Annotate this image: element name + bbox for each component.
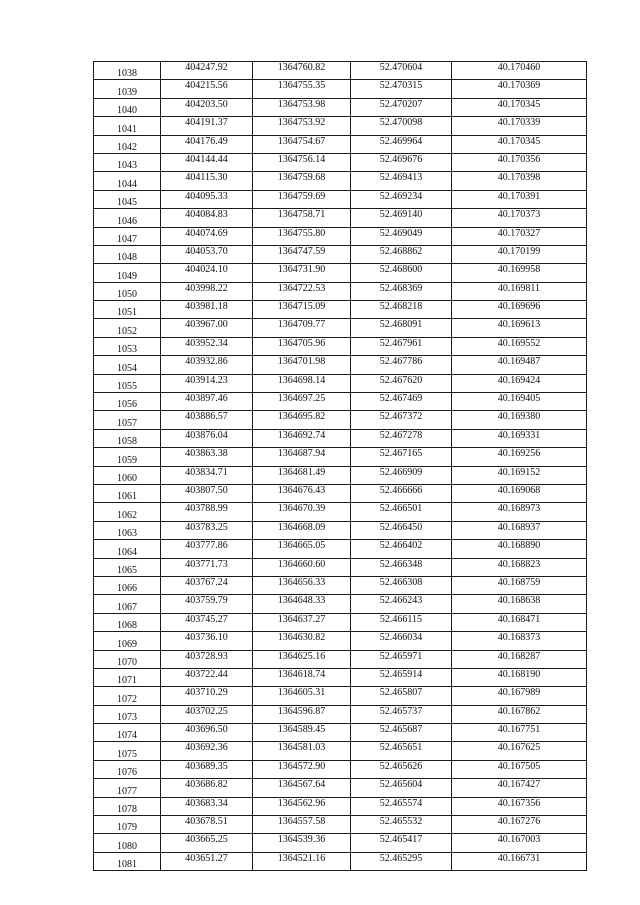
- longitude-cell: 40.168471: [452, 613, 587, 631]
- point-number-cell: 1078: [94, 797, 161, 815]
- latitude-cell: 52.466308: [351, 576, 452, 594]
- latitude-cell: 52.466501: [351, 503, 452, 521]
- x-coordinate-cell: 403777.86: [161, 540, 253, 558]
- latitude-cell: 52.465417: [351, 834, 452, 852]
- longitude-cell: 40.168937: [452, 521, 587, 539]
- latitude-cell: 52.465295: [351, 852, 452, 870]
- y-coordinate-cell: 1364596.87: [253, 705, 351, 723]
- point-number-cell: 1057: [94, 411, 161, 429]
- point-number-cell: 1070: [94, 650, 161, 668]
- point-number-cell: 1055: [94, 374, 161, 392]
- y-coordinate-cell: 1364618.74: [253, 668, 351, 686]
- latitude-cell: 52.467469: [351, 393, 452, 411]
- x-coordinate-cell: 404053.70: [161, 245, 253, 263]
- x-coordinate-cell: 403952.34: [161, 337, 253, 355]
- x-coordinate-cell: 403759.79: [161, 595, 253, 613]
- table-row: [94, 245, 587, 263]
- latitude-cell: 52.466666: [351, 484, 452, 502]
- longitude-cell: 40.167751: [452, 724, 587, 742]
- latitude-cell: 52.469413: [351, 172, 452, 190]
- y-coordinate-cell: 1364692.74: [253, 429, 351, 447]
- longitude-cell: 40.169487: [452, 356, 587, 374]
- point-number-cell: 1039: [94, 80, 161, 98]
- point-number-cell: 1059: [94, 448, 161, 466]
- point-number-cell: 1076: [94, 760, 161, 778]
- latitude-cell: 52.469049: [351, 227, 452, 245]
- y-coordinate-cell: 1364722.53: [253, 282, 351, 300]
- y-coordinate-cell: 1364747.59: [253, 245, 351, 263]
- latitude-cell: 52.468600: [351, 264, 452, 282]
- x-coordinate-cell: 403932.86: [161, 356, 253, 374]
- x-coordinate-cell: 404176.49: [161, 135, 253, 153]
- point-number-cell: 1048: [94, 245, 161, 263]
- latitude-cell: 52.468369: [351, 282, 452, 300]
- point-number-cell: 1061: [94, 484, 161, 502]
- y-coordinate-cell: 1364756.14: [253, 153, 351, 171]
- longitude-cell: 40.169380: [452, 411, 587, 429]
- x-coordinate-cell: 403692.36: [161, 742, 253, 760]
- latitude-cell: 52.465574: [351, 797, 452, 815]
- y-coordinate-cell: 1364668.09: [253, 521, 351, 539]
- table-row: [94, 705, 587, 723]
- y-coordinate-cell: 1364557.58: [253, 816, 351, 834]
- table-row: [94, 374, 587, 392]
- latitude-cell: 52.465971: [351, 650, 452, 668]
- y-coordinate-cell: 1364605.31: [253, 687, 351, 705]
- point-number-cell: 1073: [94, 705, 161, 723]
- y-coordinate-cell: 1364754.67: [253, 135, 351, 153]
- longitude-cell: 40.169811: [452, 282, 587, 300]
- table-row: [94, 742, 587, 760]
- longitude-cell: 40.170398: [452, 172, 587, 190]
- x-coordinate-cell: 404115.30: [161, 172, 253, 190]
- point-number-cell: 1054: [94, 356, 161, 374]
- x-coordinate-cell: 403736.10: [161, 632, 253, 650]
- x-coordinate-cell: 403678.51: [161, 816, 253, 834]
- table-row: [94, 521, 587, 539]
- y-coordinate-cell: 1364676.43: [253, 484, 351, 502]
- table-row: [94, 632, 587, 650]
- x-coordinate-cell: 403651.27: [161, 852, 253, 870]
- longitude-cell: 40.170345: [452, 135, 587, 153]
- longitude-cell: 40.169068: [452, 484, 587, 502]
- x-coordinate-cell: 403722.44: [161, 668, 253, 686]
- point-number-cell: 1058: [94, 429, 161, 447]
- x-coordinate-cell: 403876.04: [161, 429, 253, 447]
- table-row: [94, 668, 587, 686]
- longitude-cell: 40.169152: [452, 466, 587, 484]
- y-coordinate-cell: 1364567.64: [253, 779, 351, 797]
- point-number-cell: 1044: [94, 172, 161, 190]
- y-coordinate-cell: 1364625.16: [253, 650, 351, 668]
- x-coordinate-cell: 403886.57: [161, 411, 253, 429]
- y-coordinate-cell: 1364758.71: [253, 209, 351, 227]
- latitude-cell: 52.466115: [351, 613, 452, 631]
- x-coordinate-cell: 403897.46: [161, 393, 253, 411]
- x-coordinate-cell: 404095.33: [161, 190, 253, 208]
- y-coordinate-cell: 1364665.05: [253, 540, 351, 558]
- latitude-cell: 52.468218: [351, 301, 452, 319]
- table-row: [94, 227, 587, 245]
- y-coordinate-cell: 1364521.16: [253, 852, 351, 870]
- table-row: [94, 852, 587, 870]
- point-number-cell: 1040: [94, 98, 161, 116]
- y-coordinate-cell: 1364681.49: [253, 466, 351, 484]
- y-coordinate-cell: 1364630.82: [253, 632, 351, 650]
- latitude-cell: 52.470098: [351, 117, 452, 135]
- point-number-cell: 1072: [94, 687, 161, 705]
- longitude-cell: 40.169256: [452, 448, 587, 466]
- longitude-cell: 40.167625: [452, 742, 587, 760]
- table-row: [94, 595, 587, 613]
- point-number-cell: 1047: [94, 227, 161, 245]
- latitude-cell: 52.470207: [351, 98, 452, 116]
- table-row: [94, 337, 587, 355]
- longitude-cell: 40.167505: [452, 760, 587, 778]
- latitude-cell: 52.467165: [351, 448, 452, 466]
- longitude-cell: 40.168759: [452, 576, 587, 594]
- x-coordinate-cell: 403788.99: [161, 503, 253, 521]
- y-coordinate-cell: 1364753.98: [253, 98, 351, 116]
- point-number-cell: 1066: [94, 576, 161, 594]
- x-coordinate-cell: 403807.50: [161, 484, 253, 502]
- table-row: [94, 760, 587, 778]
- longitude-cell: 40.167003: [452, 834, 587, 852]
- point-number-cell: 1080: [94, 834, 161, 852]
- longitude-cell: 40.168890: [452, 540, 587, 558]
- latitude-cell: 52.465914: [351, 668, 452, 686]
- point-number-cell: 1051: [94, 301, 161, 319]
- table-row: [94, 80, 587, 98]
- y-coordinate-cell: 1364755.35: [253, 80, 351, 98]
- point-number-cell: 1064: [94, 540, 161, 558]
- table-row: [94, 190, 587, 208]
- y-coordinate-cell: 1364697.25: [253, 393, 351, 411]
- longitude-cell: 40.167427: [452, 779, 587, 797]
- longitude-cell: 40.169331: [452, 429, 587, 447]
- x-coordinate-cell: 403710.29: [161, 687, 253, 705]
- longitude-cell: 40.170339: [452, 117, 587, 135]
- point-number-cell: 1053: [94, 337, 161, 355]
- y-coordinate-cell: 1364687.94: [253, 448, 351, 466]
- x-coordinate-cell: 403745.27: [161, 613, 253, 631]
- x-coordinate-cell: 404024.10: [161, 264, 253, 282]
- table-row: [94, 411, 587, 429]
- table-row: [94, 816, 587, 834]
- latitude-cell: 52.470315: [351, 80, 452, 98]
- x-coordinate-cell: 403696.50: [161, 724, 253, 742]
- x-coordinate-cell: 404144.44: [161, 153, 253, 171]
- table-row: [94, 282, 587, 300]
- latitude-cell: 52.467372: [351, 411, 452, 429]
- x-coordinate-cell: 404074.69: [161, 227, 253, 245]
- table-row: [94, 779, 587, 797]
- point-number-cell: 1038: [94, 62, 161, 80]
- longitude-cell: 40.167276: [452, 816, 587, 834]
- longitude-cell: 40.170369: [452, 80, 587, 98]
- y-coordinate-cell: 1364701.98: [253, 356, 351, 374]
- point-number-cell: 1077: [94, 779, 161, 797]
- latitude-cell: 52.467278: [351, 429, 452, 447]
- y-coordinate-cell: 1364698.14: [253, 374, 351, 392]
- table-row: [94, 98, 587, 116]
- table-row: [94, 319, 587, 337]
- longitude-cell: 40.169696: [452, 301, 587, 319]
- y-coordinate-cell: 1364572.90: [253, 760, 351, 778]
- longitude-cell: 40.168287: [452, 650, 587, 668]
- point-number-cell: 1046: [94, 209, 161, 227]
- table-row: [94, 62, 587, 80]
- point-number-cell: 1068: [94, 613, 161, 631]
- latitude-cell: 52.469676: [351, 153, 452, 171]
- longitude-cell: 40.168373: [452, 632, 587, 650]
- table-row: [94, 613, 587, 631]
- point-number-cell: 1060: [94, 466, 161, 484]
- longitude-cell: 40.170356: [452, 153, 587, 171]
- table-row: [94, 429, 587, 447]
- table-row: [94, 650, 587, 668]
- latitude-cell: 52.465807: [351, 687, 452, 705]
- latitude-cell: 52.468091: [351, 319, 452, 337]
- longitude-cell: 40.170327: [452, 227, 587, 245]
- y-coordinate-cell: 1364660.60: [253, 558, 351, 576]
- table-row: [94, 209, 587, 227]
- y-coordinate-cell: 1364715.09: [253, 301, 351, 319]
- table-row: [94, 503, 587, 521]
- latitude-cell: 52.468862: [351, 245, 452, 263]
- y-coordinate-cell: 1364705.96: [253, 337, 351, 355]
- longitude-cell: 40.168638: [452, 595, 587, 613]
- point-number-cell: 1065: [94, 558, 161, 576]
- x-coordinate-cell: 403702.25: [161, 705, 253, 723]
- point-number-cell: 1063: [94, 521, 161, 539]
- y-coordinate-cell: 1364656.33: [253, 576, 351, 594]
- x-coordinate-cell: 403771.73: [161, 558, 253, 576]
- longitude-cell: 40.168823: [452, 558, 587, 576]
- latitude-cell: 52.466450: [351, 521, 452, 539]
- y-coordinate-cell: 1364589.45: [253, 724, 351, 742]
- table-row: [94, 687, 587, 705]
- latitude-cell: 52.465532: [351, 816, 452, 834]
- point-number-cell: 1062: [94, 503, 161, 521]
- x-coordinate-cell: 404084.83: [161, 209, 253, 227]
- latitude-cell: 52.465737: [351, 705, 452, 723]
- point-number-cell: 1042: [94, 135, 161, 153]
- y-coordinate-cell: 1364562.96: [253, 797, 351, 815]
- table-row: [94, 356, 587, 374]
- point-number-cell: 1052: [94, 319, 161, 337]
- longitude-cell: 40.168973: [452, 503, 587, 521]
- y-coordinate-cell: 1364637.27: [253, 613, 351, 631]
- y-coordinate-cell: 1364648.33: [253, 595, 351, 613]
- latitude-cell: 52.467620: [351, 374, 452, 392]
- table-row: [94, 448, 587, 466]
- table-row: [94, 834, 587, 852]
- table-row: [94, 558, 587, 576]
- latitude-cell: 52.469140: [351, 209, 452, 227]
- point-number-cell: 1049: [94, 264, 161, 282]
- x-coordinate-cell: 404203.50: [161, 98, 253, 116]
- x-coordinate-cell: 403683.34: [161, 797, 253, 815]
- table-row: [94, 393, 587, 411]
- longitude-cell: 40.170345: [452, 98, 587, 116]
- point-number-cell: 1079: [94, 816, 161, 834]
- x-coordinate-cell: 403783.25: [161, 521, 253, 539]
- latitude-cell: 52.466348: [351, 558, 452, 576]
- x-coordinate-cell: 403998.22: [161, 282, 253, 300]
- x-coordinate-cell: 403981.18: [161, 301, 253, 319]
- longitude-cell: 40.169552: [452, 337, 587, 355]
- y-coordinate-cell: 1364731.90: [253, 264, 351, 282]
- point-number-cell: 1043: [94, 153, 161, 171]
- point-number-cell: 1069: [94, 632, 161, 650]
- x-coordinate-cell: 403914.23: [161, 374, 253, 392]
- table-row: [94, 153, 587, 171]
- y-coordinate-cell: 1364753.92: [253, 117, 351, 135]
- x-coordinate-cell: 403728.93: [161, 650, 253, 668]
- y-coordinate-cell: 1364539.36: [253, 834, 351, 852]
- x-coordinate-cell: 403967.00: [161, 319, 253, 337]
- longitude-cell: 40.168190: [452, 668, 587, 686]
- longitude-cell: 40.170373: [452, 209, 587, 227]
- table-row: [94, 540, 587, 558]
- y-coordinate-cell: 1364760.82: [253, 62, 351, 80]
- latitude-cell: 52.469234: [351, 190, 452, 208]
- point-number-cell: 1045: [94, 190, 161, 208]
- latitude-cell: 52.470604: [351, 62, 452, 80]
- y-coordinate-cell: 1364695.82: [253, 411, 351, 429]
- longitude-cell: 40.170391: [452, 190, 587, 208]
- longitude-cell: 40.169613: [452, 319, 587, 337]
- x-coordinate-cell: 403665.25: [161, 834, 253, 852]
- table-row: [94, 484, 587, 502]
- longitude-cell: 40.167356: [452, 797, 587, 815]
- x-coordinate-cell: 403834.71: [161, 466, 253, 484]
- latitude-cell: 52.465687: [351, 724, 452, 742]
- x-coordinate-cell: 403686.82: [161, 779, 253, 797]
- longitude-cell: 40.166731: [452, 852, 587, 870]
- table-row: [94, 301, 587, 319]
- latitude-cell: 52.465626: [351, 760, 452, 778]
- x-coordinate-cell: 403863.38: [161, 448, 253, 466]
- point-number-cell: 1050: [94, 282, 161, 300]
- point-number-cell: 1041: [94, 117, 161, 135]
- longitude-cell: 40.170460: [452, 62, 587, 80]
- coordinate-table: [93, 61, 587, 871]
- y-coordinate-cell: 1364759.68: [253, 172, 351, 190]
- x-coordinate-cell: 404215.56: [161, 80, 253, 98]
- y-coordinate-cell: 1364709.77: [253, 319, 351, 337]
- longitude-cell: 40.169958: [452, 264, 587, 282]
- y-coordinate-cell: 1364759.69: [253, 190, 351, 208]
- latitude-cell: 52.467786: [351, 356, 452, 374]
- x-coordinate-cell: 404191.37: [161, 117, 253, 135]
- latitude-cell: 52.465651: [351, 742, 452, 760]
- y-coordinate-cell: 1364581.03: [253, 742, 351, 760]
- table-row: [94, 135, 587, 153]
- x-coordinate-cell: 403689.35: [161, 760, 253, 778]
- longitude-cell: 40.167989: [452, 687, 587, 705]
- point-number-cell: 1081: [94, 852, 161, 870]
- latitude-cell: 52.466402: [351, 540, 452, 558]
- latitude-cell: 52.466034: [351, 632, 452, 650]
- table-row: [94, 724, 587, 742]
- coordinate-table-body: [94, 62, 587, 871]
- latitude-cell: 52.469964: [351, 135, 452, 153]
- table-row: [94, 117, 587, 135]
- x-coordinate-cell: 404247.92: [161, 62, 253, 80]
- table-row: [94, 172, 587, 190]
- table-row: [94, 264, 587, 282]
- point-number-cell: 1056: [94, 393, 161, 411]
- latitude-cell: 52.467961: [351, 337, 452, 355]
- point-number-cell: 1074: [94, 724, 161, 742]
- longitude-cell: 40.169405: [452, 393, 587, 411]
- latitude-cell: 52.466243: [351, 595, 452, 613]
- latitude-cell: 52.466909: [351, 466, 452, 484]
- table-row: [94, 797, 587, 815]
- point-number-cell: 1067: [94, 595, 161, 613]
- y-coordinate-cell: 1364755.80: [253, 227, 351, 245]
- latitude-cell: 52.465604: [351, 779, 452, 797]
- table-row: [94, 576, 587, 594]
- longitude-cell: 40.170199: [452, 245, 587, 263]
- point-number-cell: 1075: [94, 742, 161, 760]
- longitude-cell: 40.169424: [452, 374, 587, 392]
- longitude-cell: 40.167862: [452, 705, 587, 723]
- y-coordinate-cell: 1364670.39: [253, 503, 351, 521]
- x-coordinate-cell: 403767.24: [161, 576, 253, 594]
- table-row: [94, 466, 587, 484]
- point-number-cell: 1071: [94, 668, 161, 686]
